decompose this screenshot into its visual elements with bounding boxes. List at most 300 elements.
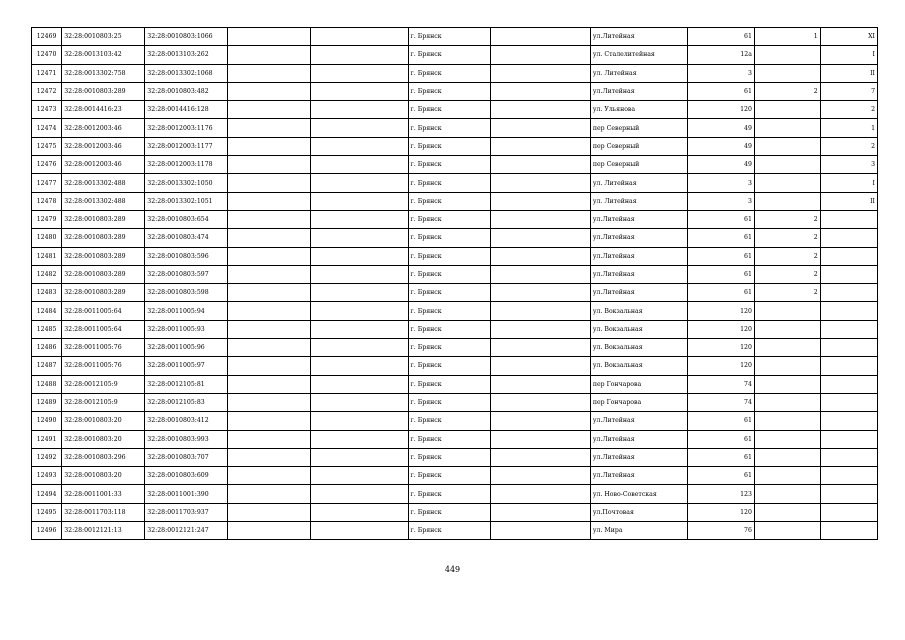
empty-cell — [228, 119, 311, 137]
street-cell: ул. Мира — [590, 522, 687, 540]
row-number-cell: 12472 — [32, 82, 62, 100]
object-cadastral-cell: 32:28:0010803:609 — [145, 467, 228, 485]
street-cell: ул.Почтовая — [590, 503, 687, 521]
building-cell: 2 — [754, 82, 820, 100]
parcel-cadastral-cell: 32:28:0012003:46 — [62, 119, 145, 137]
empty-cell — [490, 119, 590, 137]
empty-cell — [311, 46, 408, 64]
empty-cell — [228, 137, 311, 155]
object-cadastral-cell: 32:28:0011005:96 — [145, 339, 228, 357]
row-number-cell: 12482 — [32, 265, 62, 283]
row-number-cell: 12494 — [32, 485, 62, 503]
parcel-cadastral-cell: 32:28:0010803:289 — [62, 229, 145, 247]
house-number-cell: 49 — [688, 156, 755, 174]
building-cell: 2 — [754, 247, 820, 265]
empty-cell — [490, 412, 590, 430]
object-cadastral-cell: 32:28:0010803:993 — [145, 430, 228, 448]
object-cadastral-cell: 32:28:0013302:1068 — [145, 64, 228, 82]
empty-cell — [490, 64, 590, 82]
row-number-cell: 12484 — [32, 302, 62, 320]
house-number-cell: 61 — [688, 412, 755, 430]
object-cadastral-cell: 32:28:0011005:94 — [145, 302, 228, 320]
street-cell: ул. Литейная — [590, 64, 687, 82]
city-cell: г. Брянск — [408, 430, 490, 448]
city-cell: г. Брянск — [408, 375, 490, 393]
city-cell: г. Брянск — [408, 448, 490, 466]
empty-cell — [228, 430, 311, 448]
empty-cell — [228, 448, 311, 466]
house-number-cell: 120 — [688, 357, 755, 375]
empty-cell — [490, 467, 590, 485]
building-cell — [754, 302, 820, 320]
object-cadastral-cell: 32:28:0012003:1176 — [145, 119, 228, 137]
parcel-cadastral-cell: 32:28:0011703:118 — [62, 503, 145, 521]
empty-cell — [228, 339, 311, 357]
row-number-cell: 12496 — [32, 522, 62, 540]
empty-cell — [490, 247, 590, 265]
row-number-cell: 12481 — [32, 247, 62, 265]
unit-cell: 7 — [820, 82, 877, 100]
building-cell: 1 — [754, 28, 820, 46]
row-number-cell: 12471 — [32, 64, 62, 82]
empty-cell — [490, 284, 590, 302]
city-cell: г. Брянск — [408, 174, 490, 192]
parcel-cadastral-cell: 32:28:0013302:488 — [62, 192, 145, 210]
empty-cell — [228, 64, 311, 82]
street-cell: ул.Литейная — [590, 229, 687, 247]
unit-cell — [820, 210, 877, 228]
parcel-cadastral-cell: 32:28:0011005:76 — [62, 339, 145, 357]
row-number-cell: 12475 — [32, 137, 62, 155]
table-row — [32, 302, 878, 320]
empty-cell — [311, 430, 408, 448]
row-number-cell: 12490 — [32, 412, 62, 430]
object-cadastral-cell: 32:28:0013302:1051 — [145, 192, 228, 210]
empty-cell — [490, 265, 590, 283]
empty-cell — [490, 101, 590, 119]
row-number-cell: 12476 — [32, 156, 62, 174]
row-number-cell: 12495 — [32, 503, 62, 521]
unit-cell: II — [820, 64, 877, 82]
parcel-cadastral-cell: 32:28:0012121:13 — [62, 522, 145, 540]
house-number-cell: 61 — [688, 265, 755, 283]
registry-table — [31, 27, 878, 540]
parcel-cadastral-cell: 32:28:0012105:9 — [62, 375, 145, 393]
parcel-cadastral-cell: 32:28:0012003:46 — [62, 156, 145, 174]
empty-cell — [490, 393, 590, 411]
building-cell — [754, 320, 820, 338]
empty-cell — [228, 156, 311, 174]
table-row — [32, 101, 878, 119]
house-number-cell: 49 — [688, 137, 755, 155]
empty-cell — [490, 46, 590, 64]
street-cell: ул. Вокзальная — [590, 320, 687, 338]
object-cadastral-cell: 32:28:0010803:482 — [145, 82, 228, 100]
empty-cell — [311, 302, 408, 320]
row-number-cell: 12479 — [32, 210, 62, 228]
empty-cell — [228, 192, 311, 210]
street-cell: ул.Литейная — [590, 467, 687, 485]
empty-cell — [490, 229, 590, 247]
empty-cell — [228, 467, 311, 485]
building-cell — [754, 357, 820, 375]
table-row — [32, 156, 878, 174]
empty-cell — [490, 28, 590, 46]
city-cell: г. Брянск — [408, 119, 490, 137]
empty-cell — [228, 375, 311, 393]
street-cell: пер Северный — [590, 137, 687, 155]
empty-cell — [311, 192, 408, 210]
object-cadastral-cell: 32:28:0013103:262 — [145, 46, 228, 64]
street-cell: ул.Литейная — [590, 82, 687, 100]
unit-cell: 1 — [820, 119, 877, 137]
table-row — [32, 320, 878, 338]
empty-cell — [311, 320, 408, 338]
empty-cell — [228, 46, 311, 64]
empty-cell — [311, 119, 408, 137]
empty-cell — [490, 375, 590, 393]
building-cell — [754, 64, 820, 82]
object-cadastral-cell: 32:28:0012003:1178 — [145, 156, 228, 174]
empty-cell — [490, 522, 590, 540]
unit-cell — [820, 357, 877, 375]
object-cadastral-cell: 32:28:0010803:1066 — [145, 28, 228, 46]
registry-body — [32, 28, 878, 540]
empty-cell — [228, 210, 311, 228]
unit-cell — [820, 320, 877, 338]
empty-cell — [228, 393, 311, 411]
unit-cell — [820, 229, 877, 247]
empty-cell — [311, 229, 408, 247]
street-cell: ул. Ново-Советская — [590, 485, 687, 503]
city-cell: г. Брянск — [408, 137, 490, 155]
city-cell: г. Брянск — [408, 210, 490, 228]
parcel-cadastral-cell: 32:28:0012105:9 — [62, 393, 145, 411]
city-cell: г. Брянск — [408, 485, 490, 503]
house-number-cell: 61 — [688, 28, 755, 46]
parcel-cadastral-cell: 32:28:0013103:42 — [62, 46, 145, 64]
street-cell: ул. Сталелитейная — [590, 46, 687, 64]
street-cell: ул.Литейная — [590, 284, 687, 302]
row-number-cell: 12473 — [32, 101, 62, 119]
table-row — [32, 448, 878, 466]
object-cadastral-cell: 32:28:0010803:596 — [145, 247, 228, 265]
page-number: 449 — [444, 565, 461, 574]
parcel-cadastral-cell: 32:28:0010803:289 — [62, 247, 145, 265]
house-number-cell: 120 — [688, 302, 755, 320]
street-cell: ул.Литейная — [590, 430, 687, 448]
table-row — [32, 412, 878, 430]
empty-cell — [311, 339, 408, 357]
street-cell: пер Северный — [590, 156, 687, 174]
empty-cell — [228, 503, 311, 521]
table-row — [32, 174, 878, 192]
row-number-cell: 12483 — [32, 284, 62, 302]
building-cell — [754, 485, 820, 503]
table-row — [32, 119, 878, 137]
unit-cell — [820, 448, 877, 466]
row-number-cell: 12492 — [32, 448, 62, 466]
table-row — [32, 339, 878, 357]
unit-cell: II — [820, 192, 877, 210]
city-cell: г. Брянск — [408, 156, 490, 174]
parcel-cadastral-cell: 32:28:0013302:758 — [62, 64, 145, 82]
city-cell: г. Брянск — [408, 467, 490, 485]
building-cell: 2 — [754, 265, 820, 283]
empty-cell — [311, 522, 408, 540]
empty-cell — [490, 302, 590, 320]
house-number-cell: 3 — [688, 192, 755, 210]
empty-cell — [311, 357, 408, 375]
unit-cell — [820, 393, 877, 411]
empty-cell — [311, 265, 408, 283]
city-cell: г. Брянск — [408, 503, 490, 521]
table-row — [32, 393, 878, 411]
row-number-cell: 12478 — [32, 192, 62, 210]
street-cell: ул. Ульянова — [590, 101, 687, 119]
building-cell — [754, 503, 820, 521]
house-number-cell: 120 — [688, 101, 755, 119]
empty-cell — [228, 284, 311, 302]
building-cell — [754, 192, 820, 210]
unit-cell — [820, 284, 877, 302]
empty-cell — [228, 82, 311, 100]
row-number-cell: 12474 — [32, 119, 62, 137]
object-cadastral-cell: 32:28:0010803:654 — [145, 210, 228, 228]
unit-cell: I — [820, 46, 877, 64]
parcel-cadastral-cell: 32:28:0010803:20 — [62, 430, 145, 448]
building-cell — [754, 412, 820, 430]
street-cell: ул. Вокзальная — [590, 357, 687, 375]
empty-cell — [490, 430, 590, 448]
table-row — [32, 64, 878, 82]
house-number-cell: 61 — [688, 82, 755, 100]
table-row — [32, 247, 878, 265]
building-cell — [754, 137, 820, 155]
building-cell — [754, 119, 820, 137]
street-cell: ул. Литейная — [590, 192, 687, 210]
unit-cell — [820, 339, 877, 357]
city-cell: г. Брянск — [408, 82, 490, 100]
row-number-cell: 12486 — [32, 339, 62, 357]
unit-cell — [820, 430, 877, 448]
building-cell: 2 — [754, 210, 820, 228]
empty-cell — [311, 247, 408, 265]
empty-cell — [490, 156, 590, 174]
row-number-cell: 12487 — [32, 357, 62, 375]
parcel-cadastral-cell: 32:28:0011005:76 — [62, 357, 145, 375]
house-number-cell: 74 — [688, 393, 755, 411]
table-row — [32, 503, 878, 521]
city-cell: г. Брянск — [408, 412, 490, 430]
object-cadastral-cell: 32:28:0013302:1050 — [145, 174, 228, 192]
empty-cell — [228, 28, 311, 46]
parcel-cadastral-cell: 32:28:0010803:25 — [62, 28, 145, 46]
parcel-cadastral-cell: 32:28:0014416:23 — [62, 101, 145, 119]
row-number-cell: 12470 — [32, 46, 62, 64]
house-number-cell: 49 — [688, 119, 755, 137]
empty-cell — [311, 485, 408, 503]
table-row — [32, 46, 878, 64]
parcel-cadastral-cell: 32:28:0010803:289 — [62, 265, 145, 283]
object-cadastral-cell: 32:28:0011005:93 — [145, 320, 228, 338]
house-number-cell: 120 — [688, 503, 755, 521]
unit-cell — [820, 522, 877, 540]
street-cell: ул. Вокзальная — [590, 339, 687, 357]
empty-cell — [490, 82, 590, 100]
house-number-cell: 123 — [688, 485, 755, 503]
street-cell: ул.Литейная — [590, 210, 687, 228]
street-cell: ул. Вокзальная — [590, 302, 687, 320]
house-number-cell: 74 — [688, 375, 755, 393]
unit-cell — [820, 485, 877, 503]
empty-cell — [311, 375, 408, 393]
empty-cell — [490, 137, 590, 155]
unit-cell — [820, 302, 877, 320]
empty-cell — [228, 247, 311, 265]
table-row — [32, 192, 878, 210]
street-cell: пер Северный — [590, 119, 687, 137]
empty-cell — [490, 210, 590, 228]
object-cadastral-cell: 32:28:0012003:1177 — [145, 137, 228, 155]
house-number-cell: 61 — [688, 247, 755, 265]
empty-cell — [311, 82, 408, 100]
object-cadastral-cell: 32:28:0010803:474 — [145, 229, 228, 247]
empty-cell — [311, 467, 408, 485]
empty-cell — [228, 101, 311, 119]
table-row — [32, 375, 878, 393]
table-row — [32, 28, 878, 46]
house-number-cell: 61 — [688, 284, 755, 302]
empty-cell — [311, 448, 408, 466]
street-cell: ул.Литейная — [590, 265, 687, 283]
building-cell — [754, 156, 820, 174]
row-number-cell: 12477 — [32, 174, 62, 192]
house-number-cell: 61 — [688, 229, 755, 247]
table-row — [32, 137, 878, 155]
house-number-cell: 3 — [688, 64, 755, 82]
building-cell: 2 — [754, 229, 820, 247]
parcel-cadastral-cell: 32:28:0010803:20 — [62, 467, 145, 485]
city-cell: г. Брянск — [408, 320, 490, 338]
building-cell — [754, 430, 820, 448]
row-number-cell: 12489 — [32, 393, 62, 411]
building-cell — [754, 467, 820, 485]
object-cadastral-cell: 32:28:0010803:707 — [145, 448, 228, 466]
empty-cell — [228, 302, 311, 320]
empty-cell — [490, 174, 590, 192]
unit-cell — [820, 412, 877, 430]
city-cell: г. Брянск — [408, 265, 490, 283]
building-cell — [754, 522, 820, 540]
object-cadastral-cell: 32:28:0012105:83 — [145, 393, 228, 411]
table-row — [32, 265, 878, 283]
house-number-cell: 61 — [688, 467, 755, 485]
row-number-cell: 12469 — [32, 28, 62, 46]
empty-cell — [311, 64, 408, 82]
empty-cell — [490, 357, 590, 375]
parcel-cadastral-cell: 32:28:0010803:296 — [62, 448, 145, 466]
unit-cell — [820, 265, 877, 283]
empty-cell — [228, 229, 311, 247]
city-cell: г. Брянск — [408, 192, 490, 210]
row-number-cell: 12480 — [32, 229, 62, 247]
street-cell: пер Гончарова — [590, 375, 687, 393]
street-cell: ул.Литейная — [590, 448, 687, 466]
house-number-cell: 120 — [688, 320, 755, 338]
unit-cell: 2 — [820, 137, 877, 155]
house-number-cell: 61 — [688, 210, 755, 228]
object-cadastral-cell: 32:28:0011001:390 — [145, 485, 228, 503]
table-row — [32, 210, 878, 228]
street-cell: ул.Литейная — [590, 247, 687, 265]
empty-cell — [490, 485, 590, 503]
parcel-cadastral-cell: 32:28:0010803:20 — [62, 412, 145, 430]
building-cell: 2 — [754, 284, 820, 302]
city-cell: г. Брянск — [408, 522, 490, 540]
building-cell — [754, 101, 820, 119]
object-cadastral-cell: 32:28:0011005:97 — [145, 357, 228, 375]
city-cell: г. Брянск — [408, 229, 490, 247]
object-cadastral-cell: 32:28:0010803:597 — [145, 265, 228, 283]
empty-cell — [311, 412, 408, 430]
unit-cell — [820, 503, 877, 521]
row-number-cell: 12491 — [32, 430, 62, 448]
empty-cell — [228, 320, 311, 338]
house-number-cell: 76 — [688, 522, 755, 540]
object-cadastral-cell: 32:28:0012121:247 — [145, 522, 228, 540]
city-cell: г. Брянск — [408, 339, 490, 357]
city-cell: г. Брянск — [408, 46, 490, 64]
parcel-cadastral-cell: 32:28:0010803:289 — [62, 210, 145, 228]
unit-cell: 3 — [820, 156, 877, 174]
empty-cell — [311, 101, 408, 119]
table-row — [32, 467, 878, 485]
street-cell: ул.Литейная — [590, 28, 687, 46]
unit-cell — [820, 247, 877, 265]
street-cell: ул.Литейная — [590, 412, 687, 430]
empty-cell — [490, 448, 590, 466]
empty-cell — [311, 156, 408, 174]
empty-cell — [311, 284, 408, 302]
building-cell — [754, 46, 820, 64]
unit-cell: I — [820, 174, 877, 192]
table-row — [32, 485, 878, 503]
table-row — [32, 522, 878, 540]
parcel-cadastral-cell: 32:28:0010803:289 — [62, 82, 145, 100]
city-cell: г. Брянск — [408, 101, 490, 119]
city-cell: г. Брянск — [408, 247, 490, 265]
empty-cell — [490, 192, 590, 210]
city-cell: г. Брянск — [408, 284, 490, 302]
parcel-cadastral-cell: 32:28:0011005:64 — [62, 320, 145, 338]
parcel-cadastral-cell: 32:28:0013302:488 — [62, 174, 145, 192]
object-cadastral-cell: 32:28:0010803:598 — [145, 284, 228, 302]
object-cadastral-cell: 32:28:0010803:412 — [145, 412, 228, 430]
city-cell: г. Брянск — [408, 302, 490, 320]
street-cell: ул. Литейная — [590, 174, 687, 192]
house-number-cell: 120 — [688, 339, 755, 357]
empty-cell — [228, 174, 311, 192]
parcel-cadastral-cell: 32:28:0011005:64 — [62, 302, 145, 320]
street-cell: пер Гончарова — [590, 393, 687, 411]
table-row — [32, 82, 878, 100]
house-number-cell: 61 — [688, 448, 755, 466]
row-number-cell: 12488 — [32, 375, 62, 393]
empty-cell — [228, 357, 311, 375]
parcel-cadastral-cell: 32:28:0011001:33 — [62, 485, 145, 503]
empty-cell — [311, 28, 408, 46]
